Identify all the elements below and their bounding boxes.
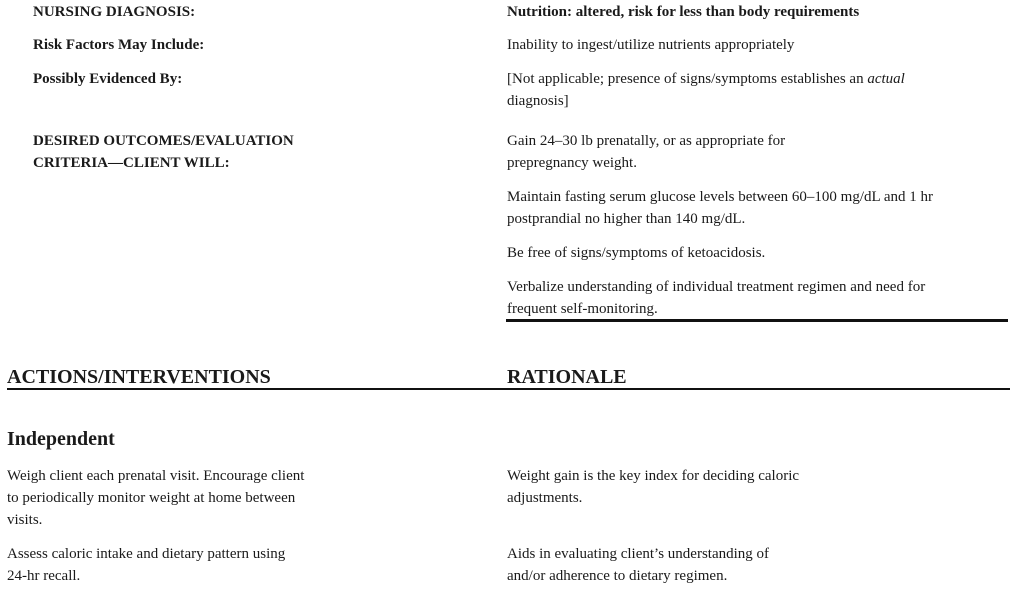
outcome-item-line1: Be free of signs/symptoms of ketoacidosis. [507,245,766,261]
nursing-diagnosis-label: NURSING DIAGNOSIS: [33,4,196,20]
outcome-item-line1: Verbalize understanding of individual treatment regimen and need for [507,279,926,295]
actions-header: ACTIONS/INTERVENTIONS [7,366,271,388]
evidenced-by-text-pre: [Not applicable; presence of signs/symptoms establishes an [507,71,868,87]
outcome-item-line2: postprandial no higher than 140 mg/dL. [507,211,746,227]
action-text: Weigh client each prenatal visit. Encourage client [7,468,305,484]
rationale-text: Aids in evaluating client’s understanding of [507,546,770,562]
rationale-text: and/or adherence to dietary regimen. [507,568,728,584]
subsection-title: Independent [7,428,115,450]
action-text: Assess caloric intake and dietary pattern using [7,546,286,562]
action-text: 24-hr recall. [7,568,81,584]
evidenced-by-text-italic: actual [867,71,905,87]
rationale-text: Weight gain is the key index for deciding caloric [507,468,800,484]
evidenced-by-value [507,68,905,90]
action-text: visits. [7,512,43,528]
outcomes-divider [506,319,1008,322]
nursing-diagnosis-value: Nutrition: altered, risk for less than body requirements [507,4,860,20]
rationale-text: adjustments. [507,490,583,506]
outcomes-label-line1: DESIRED OUTCOMES/EVALUATION [33,133,294,149]
outcome-item-line2: prepregnancy weight. [507,155,637,171]
evidenced-by-label: Possibly Evidenced By: [33,71,183,87]
outcome-item-line1: Maintain fasting serum glucose levels between 60–100 mg/dL and 1 hr [507,189,934,205]
rationale-header: RATIONALE [507,366,627,388]
action-text: to periodically monitor weight at home between [7,490,296,506]
evidenced-by-text-post: diagnosis] [507,93,569,109]
risk-factors-value: Inability to ingest/utilize nutrients appropriately [507,37,795,53]
header-divider [7,388,1010,390]
outcome-item-line2: frequent self-monitoring. [507,301,658,317]
risk-factors-label: Risk Factors May Include: [33,37,205,53]
outcome-item-line1: Gain 24–30 lb prenatally, or as appropriate for [507,133,786,149]
outcomes-label-line2: CRITERIA—CLIENT WILL: [33,155,230,171]
